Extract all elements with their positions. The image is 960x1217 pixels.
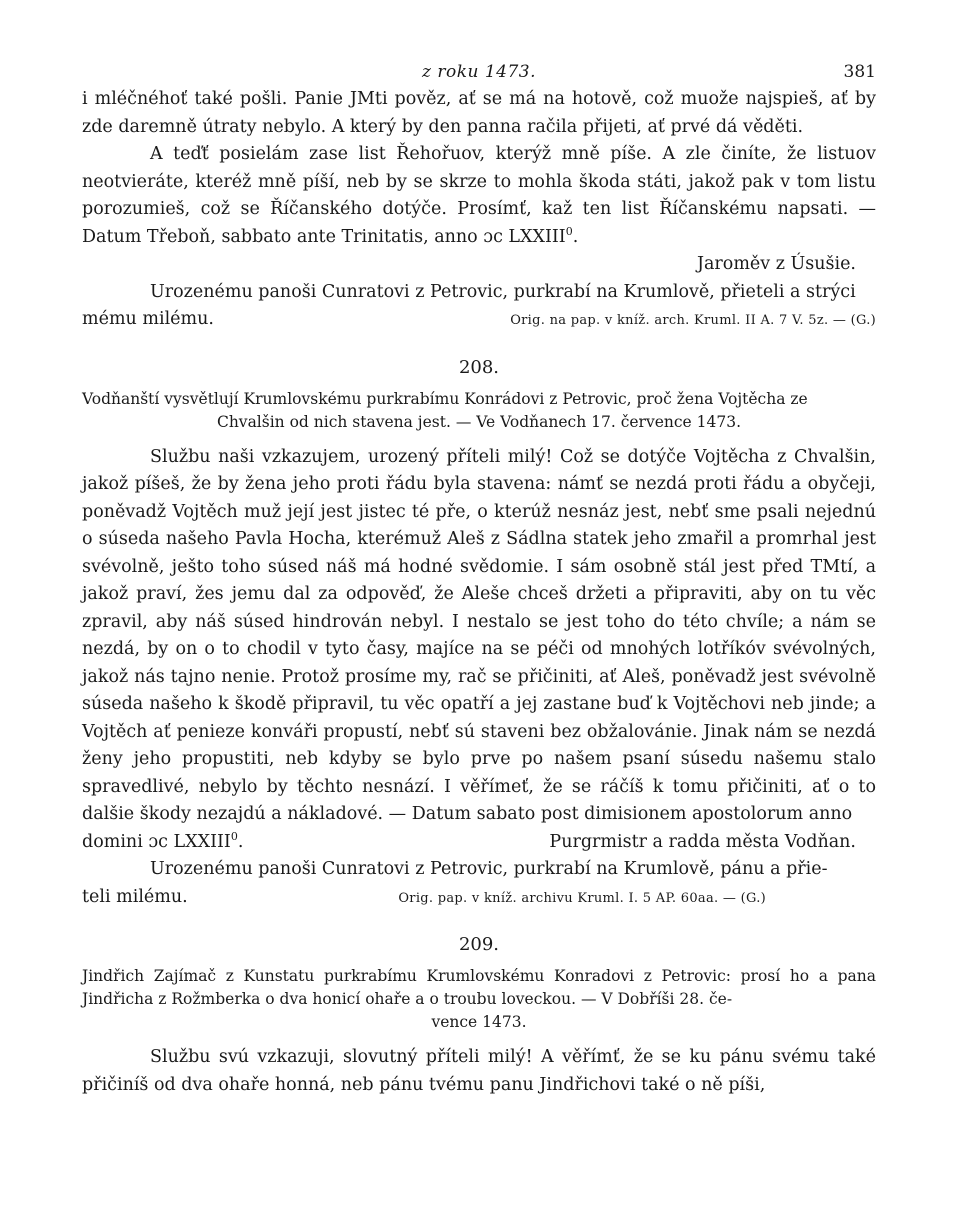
paragraph: i mléčnéhoť také pošli. Panie JMti pověz, ať se má na hotově, což muože najspieš, ať by zde daremně útraty nebylo. A který by den panna račila přijeti, ať prvé dá věděti.: [82, 89, 876, 137]
paragraph-end: .: [572, 226, 579, 247]
address-end-row: [82, 884, 876, 913]
document-page: [82, 56, 876, 1099]
closing-end: .: [237, 831, 244, 852]
document-number: 209.: [458, 934, 500, 955]
document-number: 208.: [458, 356, 500, 378]
source-note: Orig. pap. v kníž. archivu Kruml. I. 5 AP. 60aa. — (G.): [398, 890, 766, 906]
address-end: teli milému.: [82, 886, 188, 907]
paragraph: Službu svú vzkazuji, slovutný příteli milý! A věřímť, že se ku pánu svému také přičiníš od dva ohaře honná, neb pánu tvému panu Jindřichovi také o ně píši,: [82, 1047, 876, 1095]
document-208-body: [82, 444, 876, 913]
summary-line: Chvalšin od nich stavena jest. — Ve Vodňanech 17. července 1473.: [216, 412, 742, 431]
document-summary: [82, 965, 876, 1034]
document-207-continuation: [82, 86, 876, 335]
paragraph: Službu naši vzkazujem, urozený příteli milý! Což se dotýče Vojtěcha z Chvalšin, jakož píšeš, že by žena jeho proti řádu byla stavena: námť se nezdá proti řádu a obyčeji, poněvadž Vojtěch muž její jest jistec té pře, o kterúž nesnáz jest, nebť sme psali nejednú o súseda našeho Pavla Hocha, kterémuž Aleš z Sádlna statek jeho zmařil a promrhal jest svévolně, ješto toho súsed náš má hodné svědomie. I sám osobně stál jest před TMtí, a jakož praví, žes jemu dal za odpověď, že Aleše chceš držeti a připraviti, aby on tu věc zpravil, aby náš súsed hindrován nebyl. I nestalo se jest toho do této chvíle; a nám se nezdá, by on o to chodil v tyto časy, majíce na se péči od mnohých lotříkóv svévolných, jakož nás tajno nenie. Protož prosíme my, rač se přičiniti, ať Aleš, poněvadž jest svévolně súseda našeho k škodě připravil, tu věc opatří a jej zastane buď k Vojtěchovi neb jinde; a Vojtěch ať penieze konváři propustí, nebť sú staveni bez obžalovánie. Jinak nám se nezdá ženy jeho propustiti, neb kdyby se bylo prve po našem psaní súsedu našemu stalo spravedlivé, nebylo by těchto nesnází. I věřímeť, že se ráčíš k tomu přičiniti, ať o to dalšie škody nezajdú a nákladové. — Datum sabato post dimisionem apostolorum anno: [82, 446, 876, 824]
document-summary: [82, 388, 876, 434]
page-number: 381: [843, 62, 876, 82]
signature: Jaroměv z Úsušie.: [696, 254, 856, 274]
closing-date: [82, 829, 243, 857]
running-title: z roku 1473.: [421, 62, 537, 82]
closing-date-text: domini ɔc LXXIII: [82, 831, 231, 852]
superscript: 0: [565, 224, 573, 238]
document-209-body: [82, 1044, 876, 1099]
address-end: mému milému.: [82, 309, 214, 329]
paragraph-text: A teďť posielám zase list Řehořuov, kterýž mně píše. A zle činíte, že listuov neotvieráte, kteréž mně píší, neb by se skrze to mohla škoda státi, jakož pak v tom listu porozumieš, což se Říčanského dotýče. Prosímť, kaž ten list Říčanskému napsati. — Datum Třeboň, sabbato ante Trinitatis, anno ɔc LXXIII: [82, 144, 876, 247]
summary-line: vence 1473.: [431, 1013, 527, 1031]
signature: Purgrmistr a radda města Vodňan.: [549, 831, 856, 852]
summary-line: Jindřich Zajímač z Kunstatu purkrabímu Krumlovskému Konradovi z Petrovic: prosí ho a pana Jindřicha z Rožmberka o dva honicí ohaře a o troubu loveckou. — V Dobříši 28. če-: [82, 967, 876, 1008]
paragraph: [82, 141, 876, 251]
page-header: [82, 56, 876, 86]
address: Urozenému panoši Cunratovi z Petrovic, purkrabí na Krumlově, přieteli a strýci: [150, 281, 856, 302]
summary-line: Vodňanští vysvětlují Krumlovskému purkrabímu Konrádovi z Petrovic, proč žena Vojtěcha ze: [82, 389, 808, 408]
superscript: 0: [230, 829, 238, 843]
address-end-row: [82, 306, 876, 335]
source-note: Orig. na pap. v kníž. arch. Kruml. II A. 7 V. 5z. — (G.): [510, 313, 876, 328]
closing-row: [82, 829, 876, 857]
address: Urozenému panoši Cunratovi z Petrovic, purkrabí na Krumlově, pánu a přie-: [150, 859, 828, 879]
